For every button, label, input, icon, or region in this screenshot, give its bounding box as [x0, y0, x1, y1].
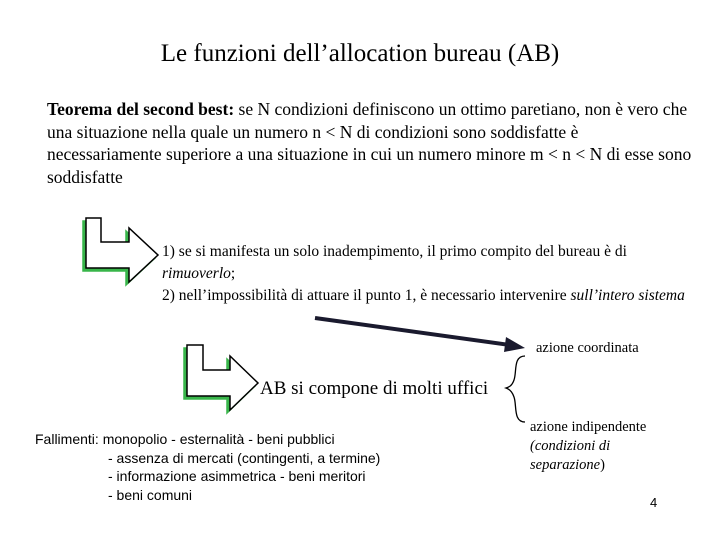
azione-indipendente-line2: (condizioni di — [530, 438, 611, 454]
fallimenti-label: Fallimenti: — [35, 431, 99, 447]
diagonal-arrow-icon — [315, 318, 525, 352]
azione-indipendente-line3-end: ) — [600, 457, 605, 473]
azione-indipendente-line3: separazione — [530, 457, 601, 473]
azione-indipendente-label — [530, 418, 646, 475]
task-1 — [162, 241, 692, 285]
task-1-emphasis: rimuoverlo — [162, 265, 231, 282]
list-item — [35, 430, 380, 449]
theorem-label: Teorema del second best: — [47, 99, 235, 119]
list-item: - beni comuni — [108, 486, 193, 503]
page-title: Le funzioni dell’allocation bureau (AB) — [160, 40, 560, 67]
azione-indipendente-line1: azione indipendente — [530, 419, 647, 435]
ab-compone-label: AB si compone di molti uffici — [260, 378, 489, 399]
fallimenti-list — [35, 430, 380, 504]
theorem-text: se N condizioni definiscono un ottimo paretiano, non è vero che una situazione nella quale un numero n < N di condizioni sono soddisfatte è necessariamente superiore a una situazione in cui un numero minore m < n < N di esse sono soddisfatte — [47, 99, 692, 187]
task-2-emphasis: sull’intero sistema — [570, 287, 685, 304]
bureau-tasks — [162, 241, 692, 307]
list-item: - informazione asimmetrica - beni meritori — [108, 468, 366, 484]
theorem-paragraph — [47, 98, 697, 188]
task-1-end: ; — [230, 265, 236, 282]
curly-brace-icon — [506, 356, 525, 422]
fallimenti-item: monopolio - esternalità - beni pubblici — [102, 431, 335, 447]
bent-arrow-icon-2 — [184, 345, 258, 413]
task-2 — [162, 285, 692, 307]
bent-arrow-icon-1 — [83, 218, 158, 285]
azione-coordinata-label: azione coordinata — [536, 340, 639, 356]
task-1-text: 1) se si manifesta un solo inadempimento, il primo compito del bureau è di — [162, 243, 627, 260]
list-item: - assenza di mercati (contingenti, a termine) — [108, 449, 381, 466]
task-2-text: 2) nell’impossibilità di attuare il punto 1, è necessario intervenire — [162, 287, 571, 304]
page-number: 4 — [650, 495, 658, 510]
